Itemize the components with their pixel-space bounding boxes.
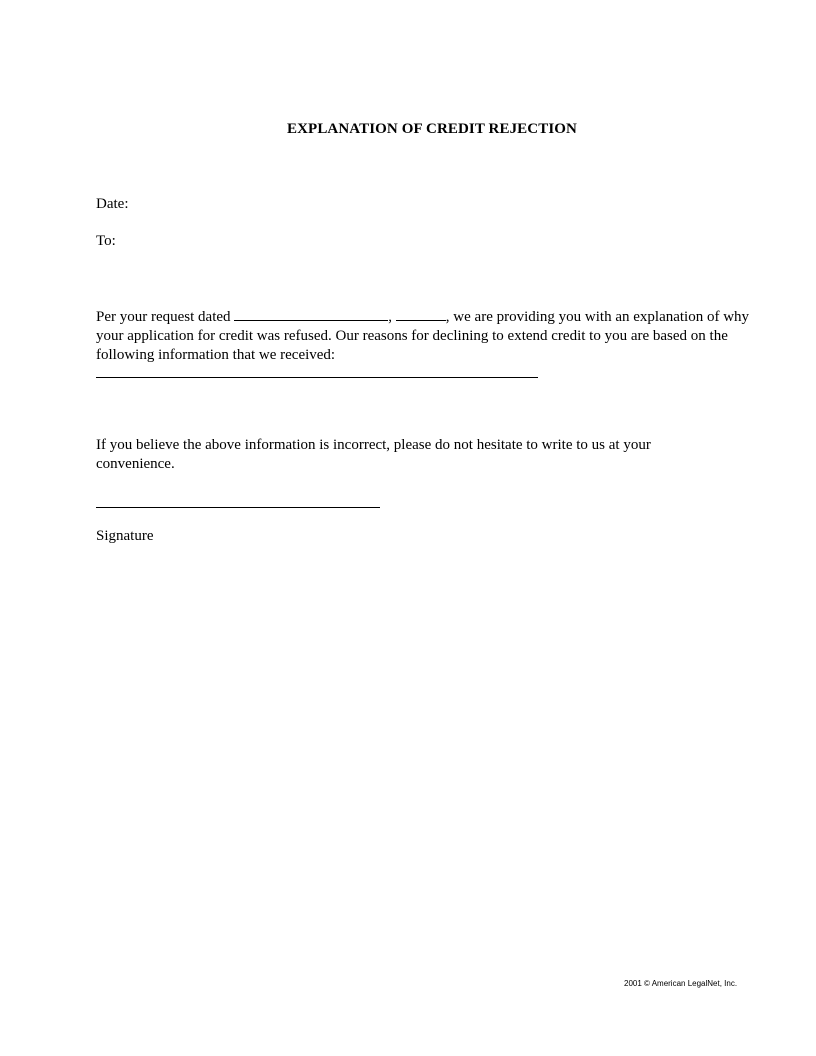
signature-line[interactable]	[96, 507, 380, 508]
date-label: Date:	[96, 196, 129, 212]
incorrect-information-paragraph: If you believe the above information is incorrect, please do not hesitate to write to us at your convenience.	[96, 437, 651, 472]
request-paragraph-rest: , we are providing you with an explanation of why your application for credit was refused. Our reasons for declining to extend credit to you are based on the following information that we received:	[96, 309, 750, 363]
copyright-footer: 2001 © American LegalNet, Inc.	[624, 979, 738, 988]
request-year-blank[interactable]	[396, 306, 446, 321]
request-date-blank[interactable]	[234, 306, 388, 321]
request-paragraph-start: Per your request dated	[96, 309, 235, 325]
received-information-line[interactable]	[96, 377, 538, 378]
document-title: EXPLANATION OF CREDIT REJECTION	[287, 121, 577, 137]
to-label: To:	[96, 233, 116, 249]
signature-label: Signature	[96, 528, 154, 544]
request-paragraph-comma: ,	[388, 309, 396, 325]
request-paragraph	[96, 306, 766, 365]
